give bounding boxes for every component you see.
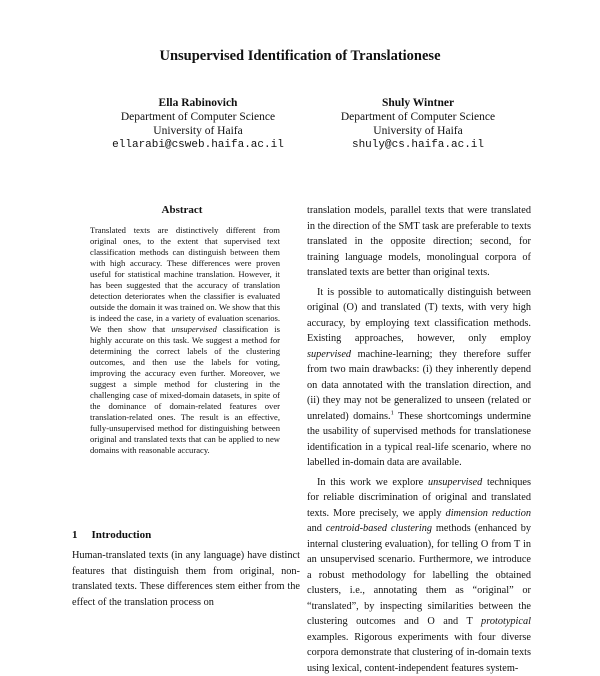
footnote-marker: 1 — [391, 409, 394, 416]
author-department: Department of Computer Science — [318, 110, 518, 124]
right-column-text — [307, 203, 531, 676]
paper-title: Unsupervised Identification of Translationese — [0, 48, 600, 65]
intro-paragraph: Human-translated texts (in any language) have distinct features that distinguish them from original, non-translated texts. These differences stem either from the effect of the translation process on — [72, 548, 300, 610]
section-heading: 1 Introduction — [72, 529, 302, 541]
author-email: ellarabi@csweb.haifa.ac.il — [98, 138, 298, 152]
paragraph: In this work we explore unsupervised techniques for reliable discrimination of original and translated texts. More precisely, we apply dimension reduction and centroid-based clustering methods (enhanced by internal clustering evaluation), for telling O from T in an unsupervised scenario. Furthermore, we introduce a robust methodology for labelling the obtained clusters, i.e., annotating them as “original” or “translated”, by inspecting similarities between the clustering outcomes and O and T prototypical examples. Rigorous experiments with four diverse corpora demonstrate that clustering of in-domain texts using lexical, content-independent features system- — [307, 475, 531, 676]
abstract-text: Translated texts are distinctively different from original ones, to the extent that supervised text classification methods can distinguish between them with high accuracy. These differences were proven useful for statistical machine translation. However, it has been suggested that the accuracy of translation detection deteriorates when the classifier is evaluated outside the domain it was trained on. We show that this is indeed the case, in a variety of evaluation scenarios. We then show that unsupervised classification is highly accurate on this task. We suggest a method for determining the correct labels of the clustering outcomes, and then use the labels for voting, improving the accuracy even further. Moreover, we suggest a simple method for clustering in the challenging case of mixed-domain datasets, in spite of the dominance of domain-related features over translation-related ones. The result is an effective, fully-unsupervised method for distinguishing between original and translated texts that can be applied to new domains with reasonable accuracy. — [90, 225, 280, 456]
author-email: shuly@cs.haifa.ac.il — [318, 138, 518, 152]
paragraph: translation models, parallel texts that were translated in the direction of the SMT task are preferable to texts translated in the opposite direction; second, for training language models, monolingual corpora of translated texts are better than original texts. — [307, 203, 531, 281]
abstract-heading: Abstract — [72, 204, 292, 216]
author-block-1 — [98, 96, 298, 152]
author-university: University of Haifa — [318, 124, 518, 138]
author-name: Shuly Wintner — [318, 96, 518, 110]
paragraph: It is possible to automatically distinguish between original (O) and translated (T) texts, with very high accuracy, by employing text classification methods. Existing approaches, however, only employ supervised machine-learning; they therefore suffer from two main drawbacks: (i) they inherently depend on data annotated with the translation direction, and (ii) they may not be generalized to unseen (related or unrelated) domains.$^1$ These shortcomings undermine the usability of supervised methods for translationese identification in a typical real-life scenario, where no labelled in-domain data are available. — [307, 285, 531, 471]
author-university: University of Haifa — [98, 124, 298, 138]
author-department: Department of Computer Science — [98, 110, 298, 124]
author-name: Ella Rabinovich — [98, 96, 298, 110]
author-block-2 — [318, 96, 518, 152]
